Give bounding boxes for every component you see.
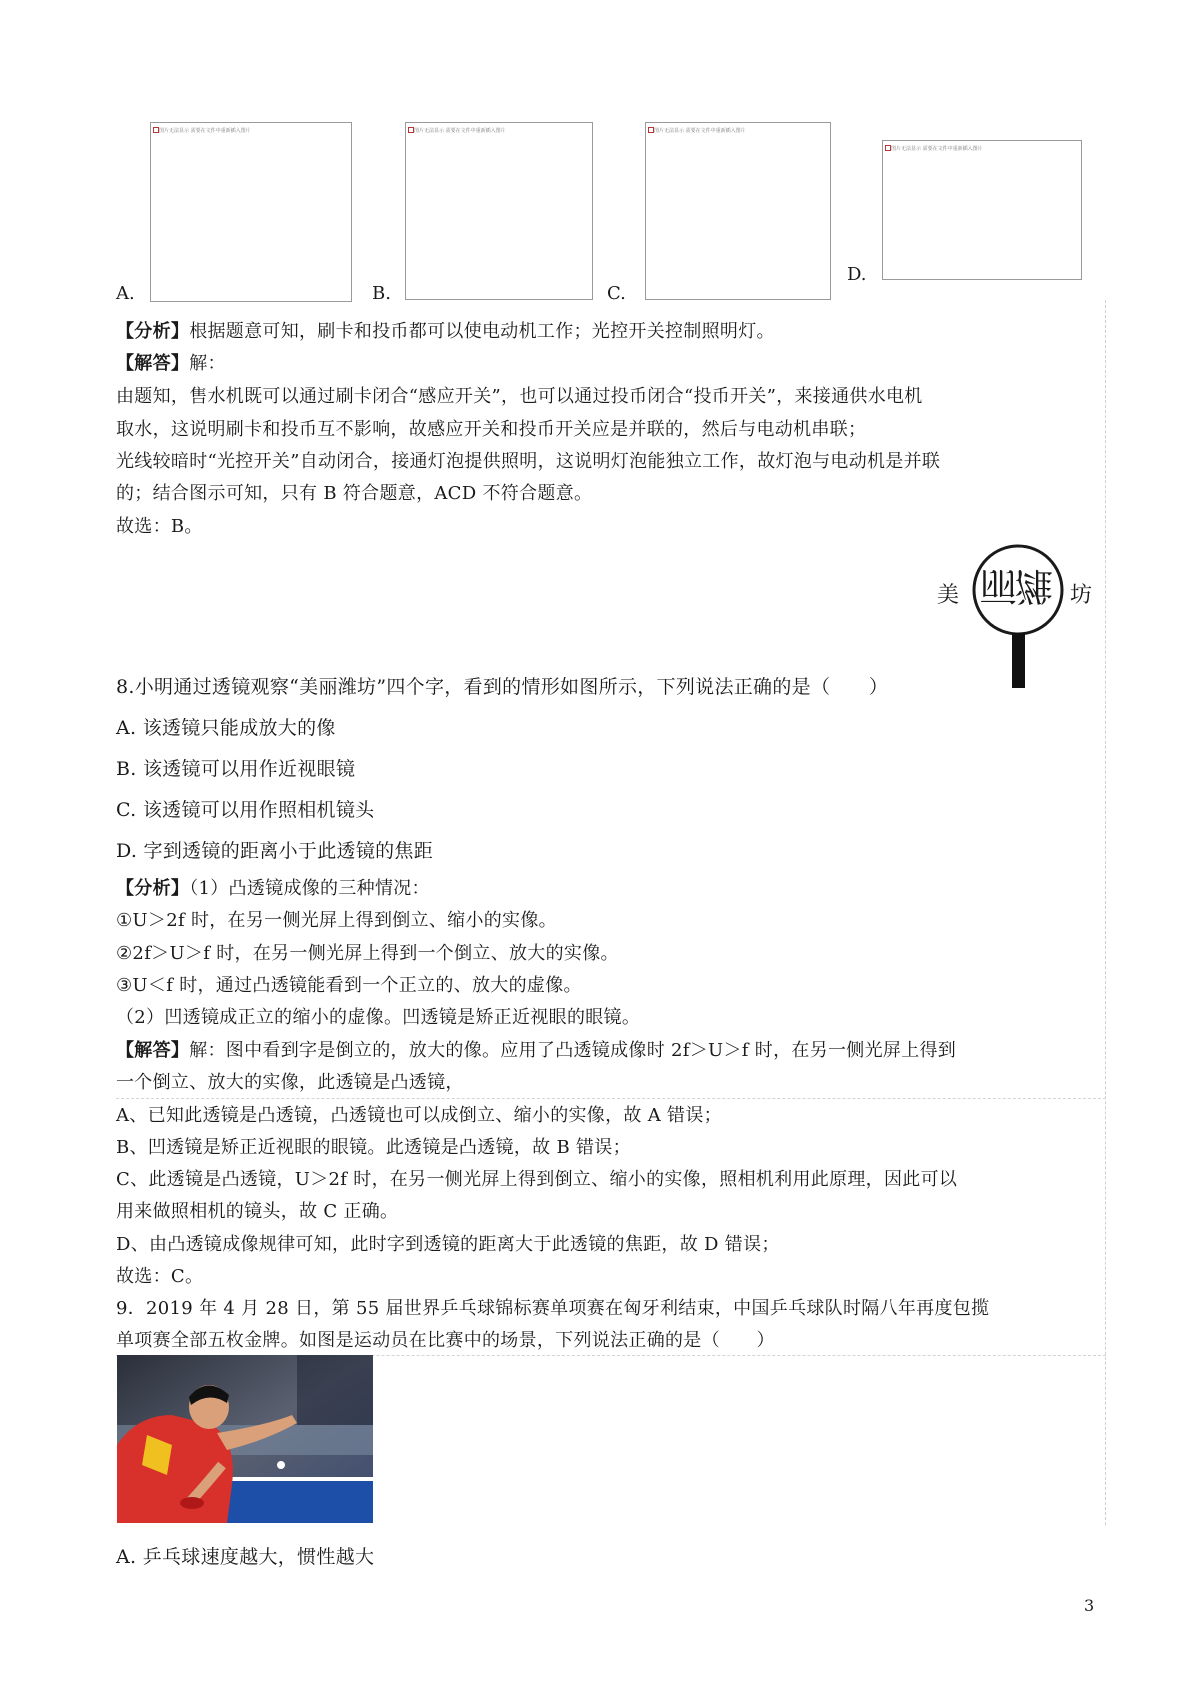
lens-figure	[935, 540, 1095, 690]
q8-answer-first	[116, 1039, 956, 1063]
q8-option-a: A. 该透镜只能成放大的像	[116, 717, 336, 739]
right-margin-guide	[1105, 300, 1106, 1525]
image-placeholder-caption: 图片无法显示 需要在文件中重新插入图片	[891, 146, 983, 152]
q8-answer-line: C、此透镜是凸透镜，U＞2f 时，在另一侧光屏上得到倒立、缩小的实像，照相机利用此原理，因此可以	[116, 1169, 958, 1190]
q8-option-d: D. 字到透镜的距离小于此透镜的焦距	[116, 840, 434, 862]
q7-answer-line: 由题知，售水机既可以通过刷卡闭合“感应开关”，也可以通过投币闭合“投币开关”，来接通供水电机	[116, 386, 923, 407]
q8-answer-line: D、由凸透镜成像规律可知，此时字到透镜的距离大于此透镜的焦距，故 D 错误；	[116, 1234, 780, 1255]
divider-line	[116, 1098, 1106, 1099]
answer-text: 解：图中看到字是倒立的，放大的像。应用了凸透镜成像时 2f＞U＞f 时，在另一侧光屏上得到	[189, 1040, 957, 1061]
table-tennis-photo	[117, 1355, 373, 1523]
q7-answer-line: 的；结合图示可知，只有 B 符合题意，ACD 不符合题意。	[116, 483, 593, 504]
option-label-d: D.	[847, 264, 867, 285]
answer-intro: 解：	[189, 353, 226, 374]
q8-stem: 8.小明通过透镜观察“美丽潍坊”四个字，看到的情形如图所示，下列说法正确的是（ ）	[116, 676, 889, 698]
option-label-b: B.	[372, 283, 391, 304]
option-label-a: A.	[116, 283, 135, 304]
q8-option-b: B. 该透镜可以用作近视眼镜	[116, 758, 356, 780]
lens-char-right: 坊	[1070, 583, 1093, 608]
q8-answer-line: 一个倒立、放大的实像，此透镜是凸透镜，	[116, 1072, 464, 1093]
answer-tag: 【解答】	[116, 353, 190, 374]
circuit-image-d	[882, 140, 1082, 280]
q9-stem-line: 9．2019 年 4 月 28 日，第 55 届世界乒乓球锦标赛单项赛在匈牙利结束，中国乒乓球队时隔八年再度包揽	[116, 1298, 990, 1319]
image-placeholder-caption: 图片无法显示 需要在文件中重新插入图片	[654, 128, 746, 134]
q8-answer-line: A、已知此透镜是凸透镜，凸透镜也可以成倒立、缩小的实像，故 A 错误；	[116, 1105, 722, 1126]
q8-analysis-line: ①U＞2f 时，在另一侧光屏上得到倒立、缩小的实像。	[116, 910, 557, 931]
analysis-text: 根据题意可知，刷卡和投币都可以使电动机工作；光控开关控制照明灯。	[189, 321, 775, 342]
q8-analysis-line: ②2f＞U＞f 时，在另一侧光屏上得到一个倒立、放大的实像。	[116, 943, 619, 964]
q8-answer-line: B、凹透镜是矫正近视眼的眼镜。此透镜是凸透镜，故 B 错误；	[116, 1137, 631, 1158]
q7-answer-heading	[116, 352, 226, 376]
q9-stem-line: 单项赛全部五枚金牌。如图是运动员在比赛中的场景，下列说法正确的是（ ）	[116, 1330, 775, 1351]
answer-tag: 【解答】	[116, 1040, 190, 1061]
q7-answer-line: 光线较暗时“光控开关”自动闭合，接通灯泡提供照明，这说明灯泡能独立工作，故灯泡与电动机是并联	[116, 451, 941, 472]
circuit-image-c	[645, 122, 831, 300]
analysis-tag: 【分析】	[116, 878, 190, 899]
option-label-c: C.	[607, 283, 626, 304]
page-number: 3	[1084, 1596, 1095, 1615]
q8-analysis-line: （2）凹透镜成正立的缩小的虚像。凹透镜是矫正近视眼的眼镜。	[116, 1007, 641, 1028]
q9-option-a: A. 乒乓球速度越大，惯性越大	[116, 1546, 375, 1568]
lens-magnified-text: 丽潍	[979, 564, 1052, 608]
q7-analysis	[116, 320, 775, 344]
q8-answer-choice: 故选：C。	[116, 1266, 204, 1287]
q7-answer-choice: 故选：B。	[116, 516, 203, 537]
image-placeholder-caption: 图片无法显示 需要在文件中重新插入图片	[159, 128, 251, 134]
q8-option-c: C. 该透镜可以用作照相机镜头	[116, 799, 375, 821]
q7-answer-line: 取水，这说明刷卡和投币互不影响，故感应开关和投币开关应是并联的，然后与电动机串联；	[116, 419, 867, 440]
image-placeholder-caption: 图片无法显示 需要在文件中重新插入图片	[414, 128, 506, 134]
q8-answer-line: 用来做照相机的镜头，故 C 正确。	[116, 1201, 399, 1222]
analysis-tag: 【分析】	[116, 321, 190, 342]
analysis-text: （1）凸透镜成像的三种情况：	[189, 878, 430, 899]
lens-char-left: 美	[937, 583, 960, 608]
q8-analysis-first	[116, 877, 430, 901]
q8-analysis-line: ③U＜f 时，通过凸透镜能看到一个正立的、放大的虚像。	[116, 975, 582, 996]
circuit-image-a	[150, 122, 352, 302]
circuit-image-b	[405, 122, 593, 300]
